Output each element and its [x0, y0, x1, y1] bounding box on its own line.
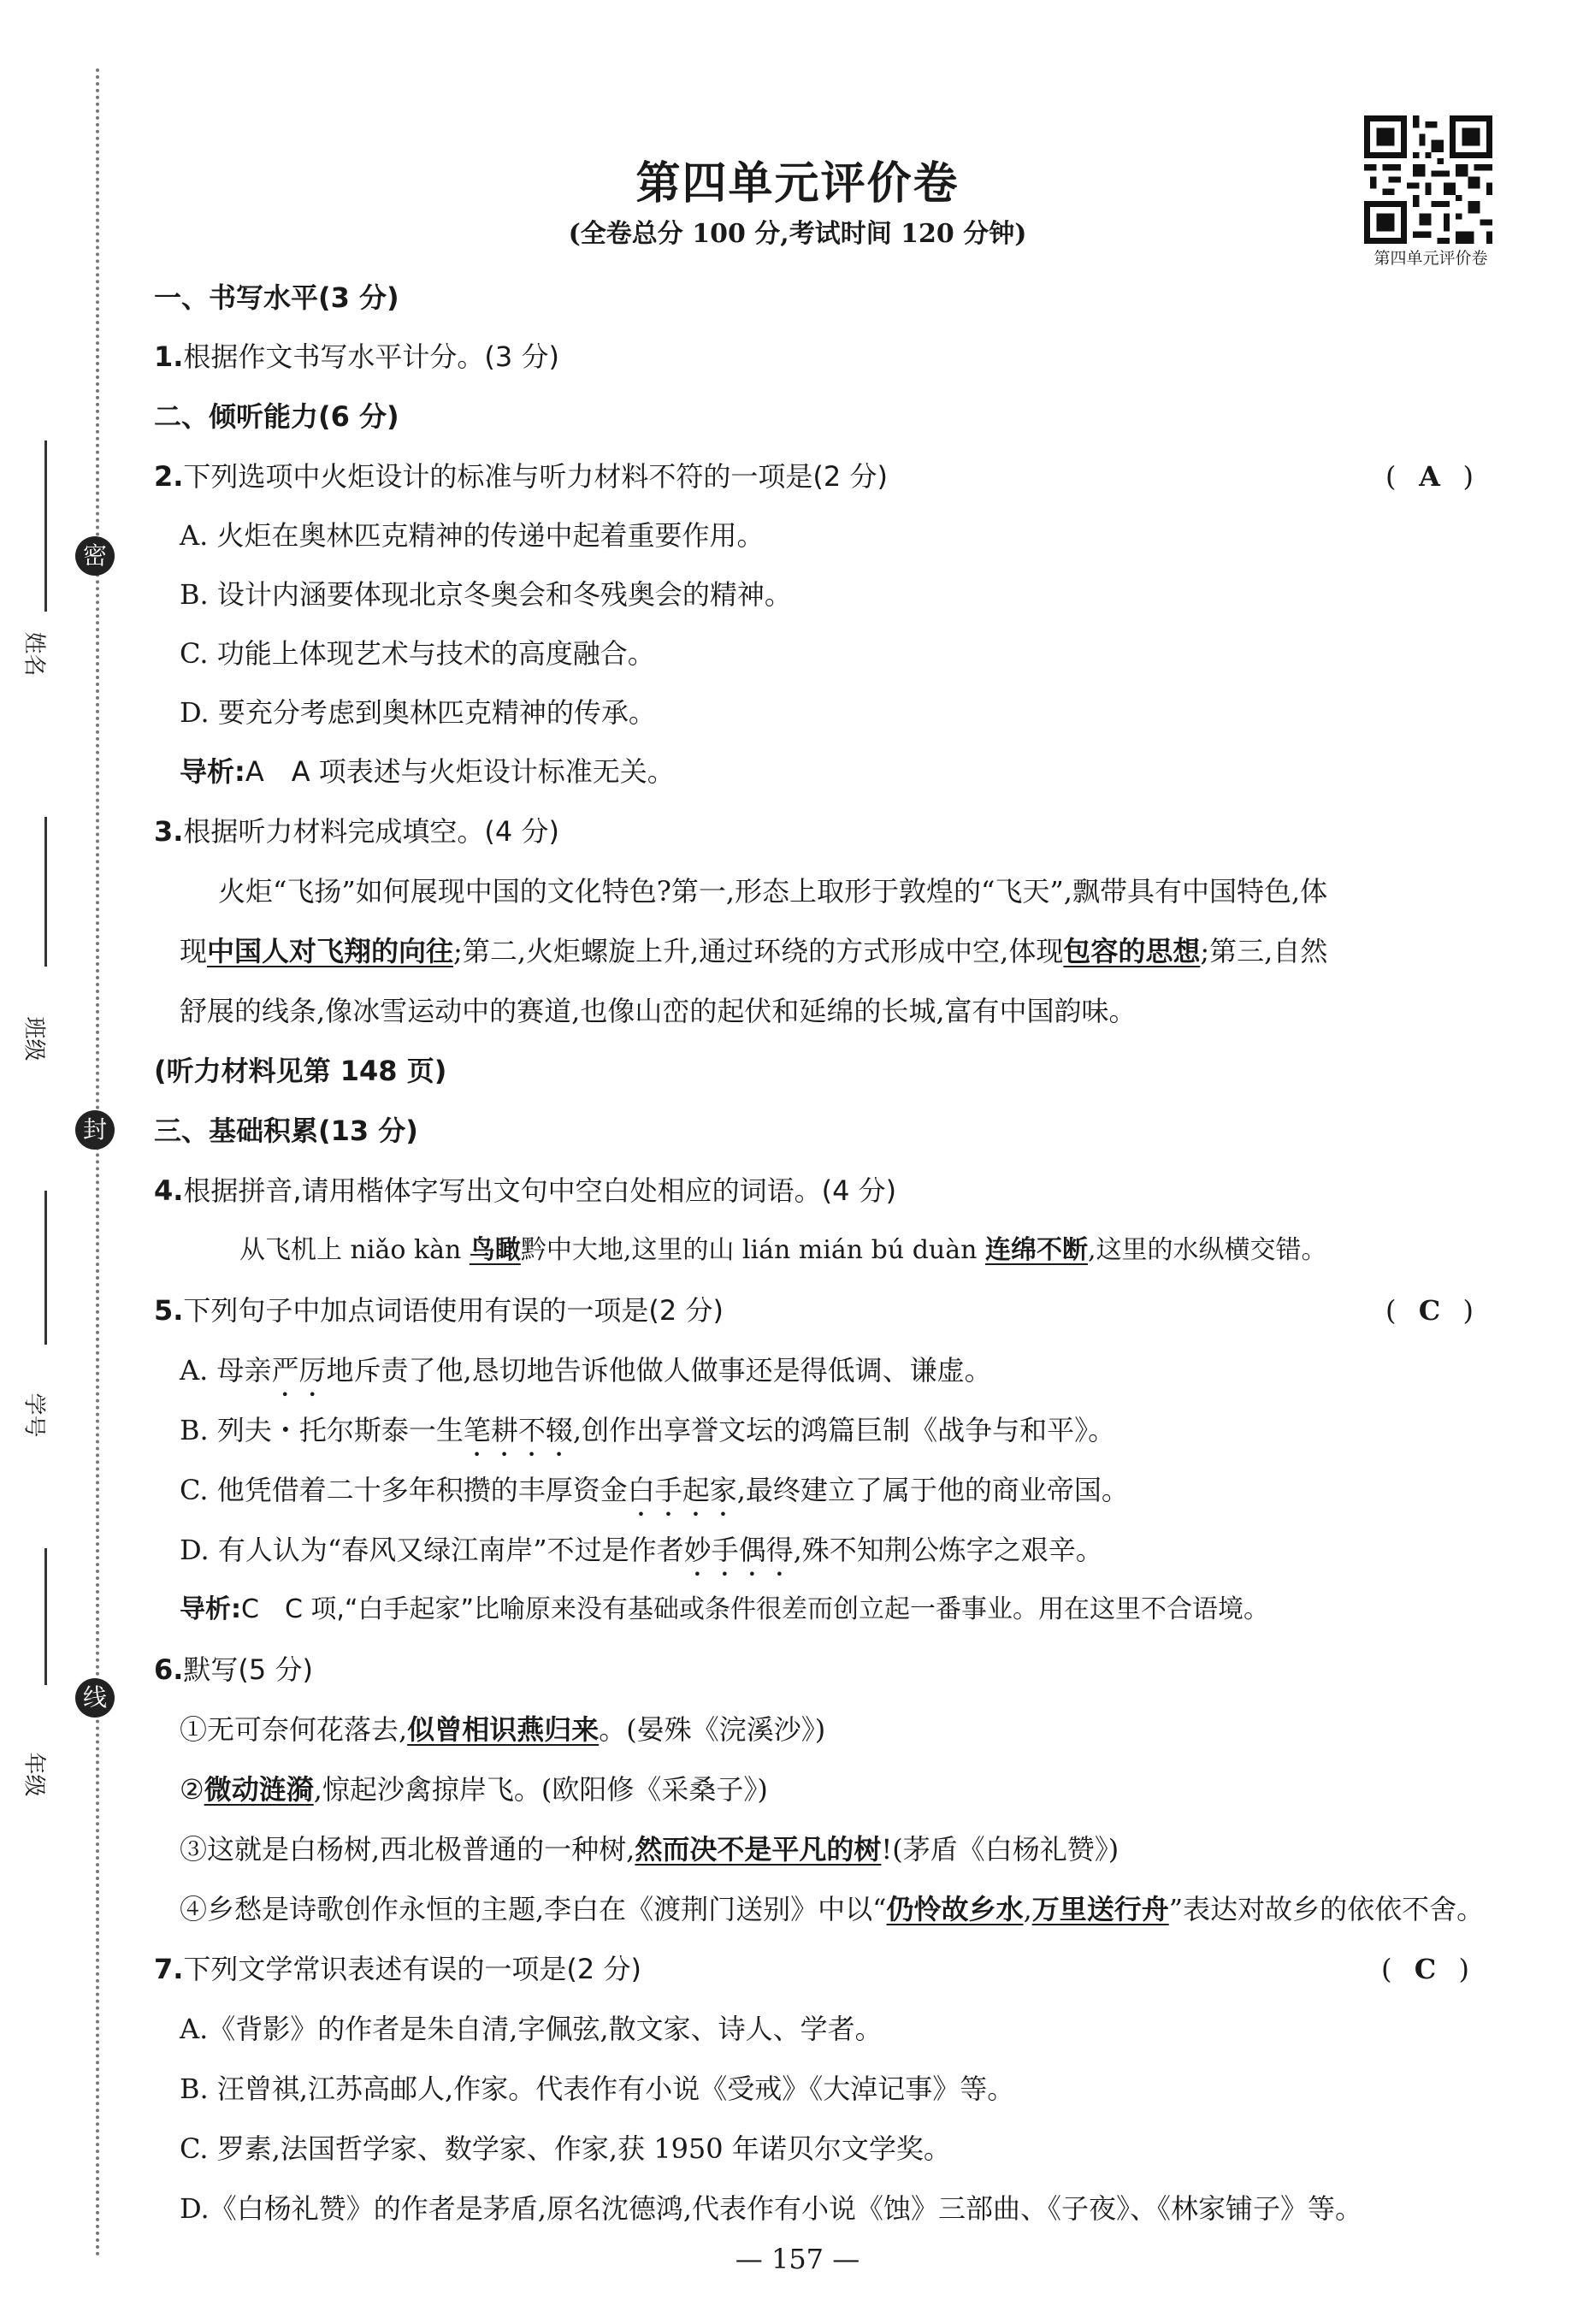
question-6-item-2: ②微动涟漪,惊起沙禽掠岸飞。(欧阳修《采桑子》)	[180, 1773, 768, 1806]
student-number-blank-line	[44, 1191, 47, 1345]
question-7-option-c: C. 罗素,法国哲学家、数学家、作家,获 1950 年诺贝尔文学奖。	[180, 2132, 951, 2165]
question-3-paragraph-line-2: 现中国人对飞翔的向往;第二,火炬螺旋上升,通过环绕的方式形成中空,体现包容的思想;第三,自然	[180, 935, 1328, 967]
question-3-paragraph-line-3: 舒展的线条,像冰雪运动中的赛道,也像山峦的起伏和延绵的长城,富有中国韵味。	[180, 995, 1137, 1027]
page-title: 第四单元评价卷	[635, 158, 960, 210]
class-blank-line	[44, 817, 47, 967]
question-7-answer: ( C )	[1381, 1953, 1469, 1985]
question-7: 7.下列文学常识表述有误的一项是(2 分)	[154, 1953, 641, 1985]
question-7-option-a: A.《背影》的作者是朱自清,字佩弦,散文家、诗人、学者。	[180, 2013, 883, 2045]
student-number-label: 学号	[21, 1393, 47, 1438]
class-label: 班级	[21, 1016, 47, 1061]
seal-mi-icon: 密	[75, 536, 115, 576]
question-6-item-3: ③这就是白杨树,西北极普通的一种树,然而决不是平凡的树!(茅盾《白杨礼赞》)	[180, 1833, 1119, 1866]
question-2-answer: ( A )	[1385, 460, 1474, 493]
grade-label: 年级	[21, 1752, 47, 1797]
question-1: 1.根据作文书写水平计分。(3 分)	[154, 340, 559, 373]
question-2-guide: 导析:A A 项表述与火炬设计标准无关。	[180, 755, 675, 788]
question-5-option-c: C. 他凭借着二十多年积攒的丰厚资金白手起家,最终建立了属于他的商业帝国。	[180, 1474, 1129, 1506]
question-5-guide: 导析:C C 项,“白手起家”比喻原来没有基础或条件很差而创立起一番事业。用在这里不合语境。	[180, 1594, 1270, 1624]
grade-blank-line	[44, 1548, 47, 1685]
question-6: 6.默写(5 分)	[154, 1653, 313, 1686]
seal-xian-icon: 线	[75, 1678, 115, 1718]
answer-blank: 鸟瞰	[469, 1235, 521, 1265]
answer-blank: 包容的思想	[1063, 935, 1201, 967]
page-subtitle: (全卷总分 100 分,考试时间 120 分钟)	[568, 219, 1027, 249]
seal-feng-icon: 封	[75, 1110, 115, 1150]
question-2: 2.下列选项中火炬设计的标准与听力材料不符的一项是(2 分)	[154, 460, 888, 493]
name-blank-line	[44, 441, 47, 612]
answer-blank: 仍怜故乡水	[886, 1893, 1024, 1925]
section-3-heading: 三、基础积累(13 分)	[154, 1115, 418, 1147]
question-4-sentence: 从飞机上 niǎo kàn 鸟瞰黔中大地,这里的山 lián mián bú duàn 连绵不断,这里的水纵横交错。	[239, 1235, 1327, 1265]
question-6-item-1: ①无可奈何花落去,似曾相识燕归来。(晏殊《浣溪沙》)	[180, 1713, 826, 1746]
question-2-option-d: D. 要充分考虑到奥林匹克精神的传承。	[180, 696, 656, 729]
answer-blank: 中国人对飞翔的向往	[207, 935, 454, 967]
answer-blank: 似曾相识燕归来	[407, 1713, 600, 1746]
section-2-heading: 二、倾听能力(6 分)	[154, 400, 399, 433]
name-label: 姓名	[21, 631, 47, 677]
question-4: 4.根据拼音,请用楷体字写出文句中空白处相应的词语。(4 分)	[154, 1174, 897, 1207]
question-7-option-d: D.《白杨礼赞》的作者是茅盾,原名沈德鸿,代表作有小说《蚀》三部曲、《子夜》、《林家铺子》等。	[180, 2192, 1363, 2225]
question-6-item-4: ④乡愁是诗歌创作永恒的主题,李白在《渡荆门送别》中以“仍怜故乡水,万里送行舟”表达对故乡的依依不舍。	[180, 1893, 1485, 1925]
question-3: 3.根据听力材料完成填空。(4 分)	[154, 815, 559, 848]
question-2-option-b: B. 设计内涵要体现北京冬奥会和冬残奥会的精神。	[180, 578, 792, 611]
answer-blank: 连绵不断	[984, 1235, 1088, 1265]
qr-code-icon[interactable]	[1364, 115, 1492, 244]
qr-caption: 第四单元评价卷	[1373, 249, 1488, 268]
question-7-option-b: B. 汪曾祺,江苏高邮人,作家。代表作有小说《受戒》《大淖记事》等。	[180, 2073, 1015, 2105]
question-5-option-a: A. 母亲严厉地斥责了他,恳切地告诉他做人做事还是得低调、谦虚。	[180, 1354, 992, 1387]
question-5-option-b: B. 列夫・托尔斯泰一生笔耕不辍,创作出享誉文坛的鸿篇巨制《战争与和平》。	[180, 1414, 1116, 1446]
page-number: — 157 —	[735, 2243, 860, 2275]
question-5: 5.下列句子中加点词语使用有误的一项是(2 分)	[154, 1294, 724, 1327]
answer-blank: 微动涟漪	[204, 1773, 314, 1806]
question-2-option-c: C. 功能上体现艺术与技术的高度融合。	[180, 637, 655, 670]
answer-blank: 万里送行舟	[1031, 1893, 1169, 1925]
question-5-answer: ( C )	[1385, 1294, 1474, 1327]
section-1-heading: 一、书写水平(3 分)	[154, 281, 399, 314]
listening-note: (听力材料见第 148 页)	[154, 1055, 447, 1087]
question-2-option-a: A. 火炬在奥林匹克精神的传递中起着重要作用。	[180, 519, 765, 552]
answer-blank: 然而决不是平凡的树	[635, 1833, 882, 1866]
question-5-option-d: D. 有人认为“春风又绿江南岸”不过是作者妙手偶得,殊不知荆公炼字之艰辛。	[180, 1534, 1103, 1566]
binding-dotted-line	[96, 68, 99, 2258]
question-3-paragraph-line-1: 火炬“飞扬”如何展现中国的文化特色?第一,形态上取形于敦煌的“飞天”,飘带具有中国特色,体	[218, 875, 1328, 908]
